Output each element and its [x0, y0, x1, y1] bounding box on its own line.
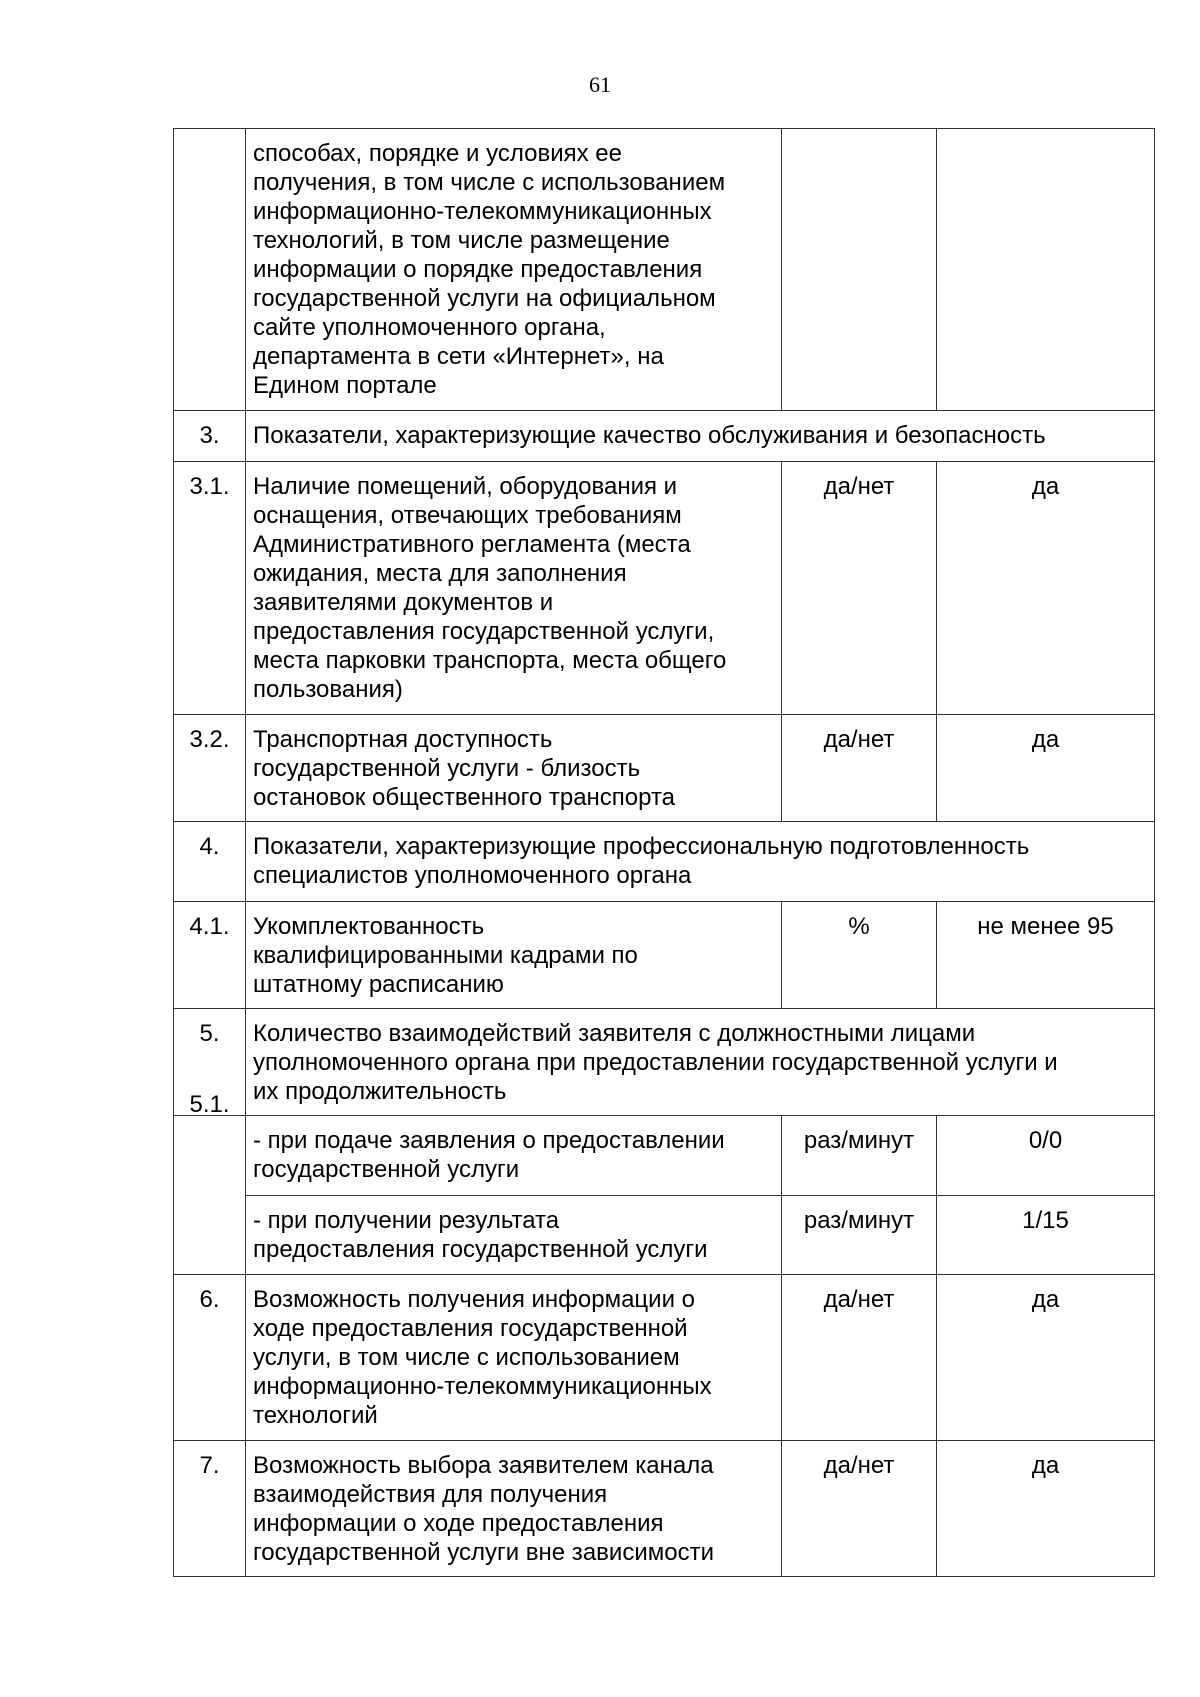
row-number-cell	[174, 1091, 246, 1275]
text-line: Административного регламента (места	[253, 531, 691, 558]
text-line: предоставления государственной услуги	[253, 1236, 708, 1263]
text-line: государственной услуги на официальном	[253, 285, 716, 312]
indicator-text-cell	[246, 1196, 782, 1275]
row-number-cell: 3.	[174, 411, 246, 462]
unit-cell: да/нет	[782, 715, 937, 822]
text-line: их продолжительность	[253, 1078, 507, 1105]
unit-cell: да/нет	[782, 1441, 937, 1577]
text-line: Транспортная доступность	[253, 726, 553, 753]
table-row-5-1-a	[174, 1116, 1155, 1196]
unit-cell: да/нет	[782, 462, 937, 715]
text-line: департамента в сети «Интернет», на	[253, 343, 664, 370]
value-cell: не менее 95	[937, 902, 1155, 1009]
text-line: государственной услуги - близость	[253, 755, 641, 782]
text-line: информации о порядке предоставления	[253, 256, 703, 283]
section-heading-cell	[246, 822, 1155, 902]
text-line: пользования)	[253, 676, 403, 703]
row-number-text: 5.1.	[189, 1091, 230, 1118]
row-number-cell: 7.	[174, 1441, 246, 1577]
unit-cell: раз/минут	[782, 1116, 937, 1196]
indicator-text-cell	[246, 462, 782, 715]
value-cell: 1/15	[937, 1196, 1155, 1275]
indicator-text-cell	[246, 1275, 782, 1441]
text-line: - при получении результата	[253, 1207, 560, 1234]
text-line: Показатели, характеризующие качество обслуживания и безопасность	[253, 422, 1046, 449]
text-line: - при подаче заявления о предоставлении	[253, 1127, 725, 1154]
row-number-cell	[174, 129, 246, 411]
value-cell	[937, 129, 1155, 411]
text-line: предоставления государственной услуги,	[253, 618, 715, 645]
table-row-section-5	[174, 1009, 1155, 1116]
table-row-5-1-b	[174, 1196, 1155, 1275]
value-cell: 0/0	[937, 1116, 1155, 1196]
text-line: Возможность выбора заявителем канала	[253, 1452, 714, 1479]
indicators-table-body	[174, 129, 1155, 1577]
value-cell: да	[937, 1275, 1155, 1441]
text-line: Наличие помещений, оборудования и	[253, 473, 678, 500]
page-number: 61	[589, 72, 611, 97]
text-line: услуги, в том числе с использованием	[253, 1344, 680, 1371]
indicator-text-cell	[246, 715, 782, 822]
value-cell: да	[937, 462, 1155, 715]
text-line: технологий, в том числе размещение	[253, 227, 670, 254]
text-line: информационно-телекоммуникационных	[253, 1373, 712, 1400]
row-number-cell: 4.	[174, 822, 246, 902]
indicator-text-cell	[246, 1441, 782, 1577]
table-row-6	[174, 1275, 1155, 1441]
text-line: штатному расписанию	[253, 971, 504, 998]
table-row-section-4	[174, 822, 1155, 902]
row-number-cell: 6.	[174, 1275, 246, 1441]
indicator-text-cell	[246, 902, 782, 1009]
text-line: заявителями документов и	[253, 589, 554, 616]
unit-cell: да/нет	[782, 1275, 937, 1441]
text-line: ожидания, места для заполнения	[253, 560, 627, 587]
value-cell: да	[937, 715, 1155, 822]
text-line: технологий	[253, 1402, 378, 1429]
row-number-cell: 5.	[174, 1009, 246, 1116]
indicator-text-cell	[246, 1116, 782, 1196]
text-line: Едином портале	[253, 372, 437, 399]
table-row-continuation	[174, 129, 1155, 411]
table-row-3-2	[174, 715, 1155, 822]
text-line: оснащения, отвечающих требованиям	[253, 502, 682, 529]
text-line: уполномоченного органа при предоставлении государственной услуги и	[253, 1049, 1058, 1076]
text-line: сайте уполномоченного органа,	[253, 314, 606, 341]
text-line: Показатели, характеризующие профессиональную подготовленность	[253, 833, 1030, 860]
table-row-3-1	[174, 462, 1155, 715]
text-line: получения, в том числе с использованием	[253, 169, 726, 196]
row-number-cell: 3.2.	[174, 715, 246, 822]
row-number-cell: 3.1.	[174, 462, 246, 715]
table-row-7	[174, 1441, 1155, 1577]
text-line: информационно-телекоммуникационных	[253, 198, 712, 225]
text-line: специалистов уполномоченного органа	[253, 862, 692, 889]
text-line: Возможность получения информации о	[253, 1286, 696, 1313]
text-line: ходе предоставления государственной	[253, 1315, 688, 1342]
value-cell: да	[937, 1441, 1155, 1577]
section-heading-cell	[246, 1009, 1155, 1116]
text-line: остановок общественного транспорта	[253, 784, 676, 811]
text-line: взаимодействия для получения	[253, 1481, 608, 1508]
indicator-text-cell	[246, 129, 782, 411]
unit-cell	[782, 129, 937, 411]
text-line: государственной услуги вне зависимости	[253, 1539, 714, 1566]
table-row-section-3	[174, 411, 1155, 462]
text-line: государственной услуги	[253, 1156, 520, 1183]
text-line: информации о ходе предоставления	[253, 1510, 664, 1537]
indicators-table	[173, 128, 1155, 1577]
unit-cell: раз/минут	[782, 1196, 937, 1275]
section-heading-cell	[246, 411, 1155, 462]
text-line: Количество взаимодействий заявителя с должностными лицами	[253, 1020, 976, 1047]
text-line: Укомплектованность	[253, 913, 485, 940]
row-number-cell: 4.1.	[174, 902, 246, 1009]
table-row-4-1	[174, 902, 1155, 1009]
unit-cell: %	[782, 902, 937, 1009]
text-line: способах, порядке и условиях ее	[253, 140, 622, 167]
text-line: квалифицированными кадрами по	[253, 942, 638, 969]
text-line: места парковки транспорта, места общего	[253, 647, 727, 674]
